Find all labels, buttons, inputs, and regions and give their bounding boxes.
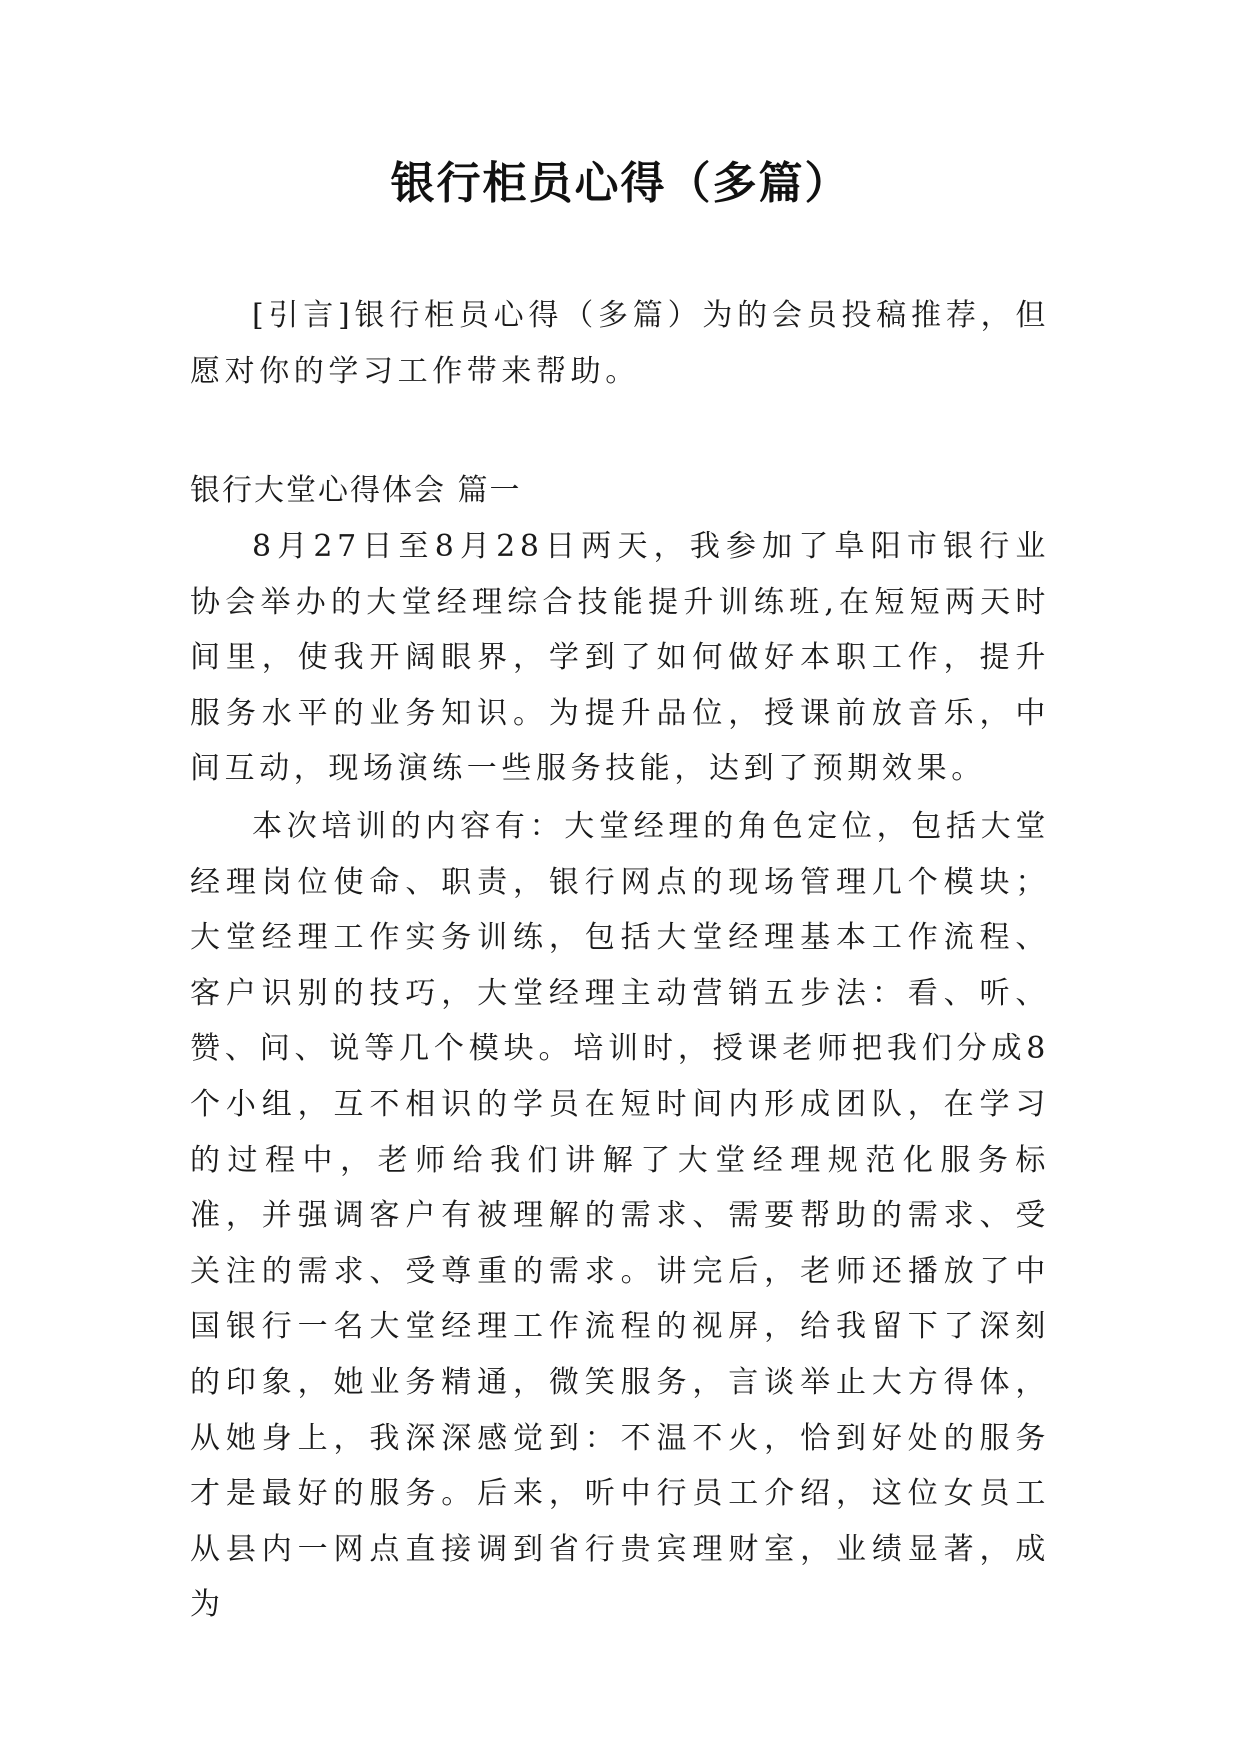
section-heading: 银行大堂心得体会 篇一 (190, 473, 522, 508)
body-paragraph-1: 8月27日至8月28日两天，我参加了阜阳市银行业协会举办的大堂经理综合技能提升训练班,在短短两天时间里，使我开阔眼界，学到了如何做好本职工作，提升服务水平的业务知识。为提升品位，授课前放音乐，中间互动，现场演练一些服务技能，达到了预期效果。 (190, 529, 1050, 787)
document-title: 银行柜员心得（多篇） (390, 158, 851, 209)
intro-paragraph: [引言]银行柜员心得（多篇）为的会员投稿推荐，但愿对你的学习工作带来帮助。 (190, 298, 1050, 389)
body-paragraph-2: 本次培训的内容有：大堂经理的角色定位，包括大堂经理岗位使命、职责，银行网点的现场管理几个模块；大堂经理工作实务训练，包括大堂经理基本工作流程、客户识别的技巧，大堂经理主动营销五步法：看、听、赞、问、说等几个模块。培训时，授课老师把我们分成8个小组，互不相识的学员在短时间内形成团队，在学习的过程中，老师给我们讲解了大堂经理规范化服务标准，并强调客户有被理解的需求、需要帮助的需求、受关注的需求、受尊重的需求。讲完后，老师还播放了中国银行一名大堂经理工作流程的视屏，给我留下了深刻的印象，她业务精通，微笑服务，言谈举止大方得体，从她身上，我深深感觉到：不温不火，恰到好处的服务才是最好的服务。后来，听中行员工介绍，这位女员工从县内一网点直接调到省行贵宾理财室，业绩显著，成为 (190, 809, 1050, 1623)
